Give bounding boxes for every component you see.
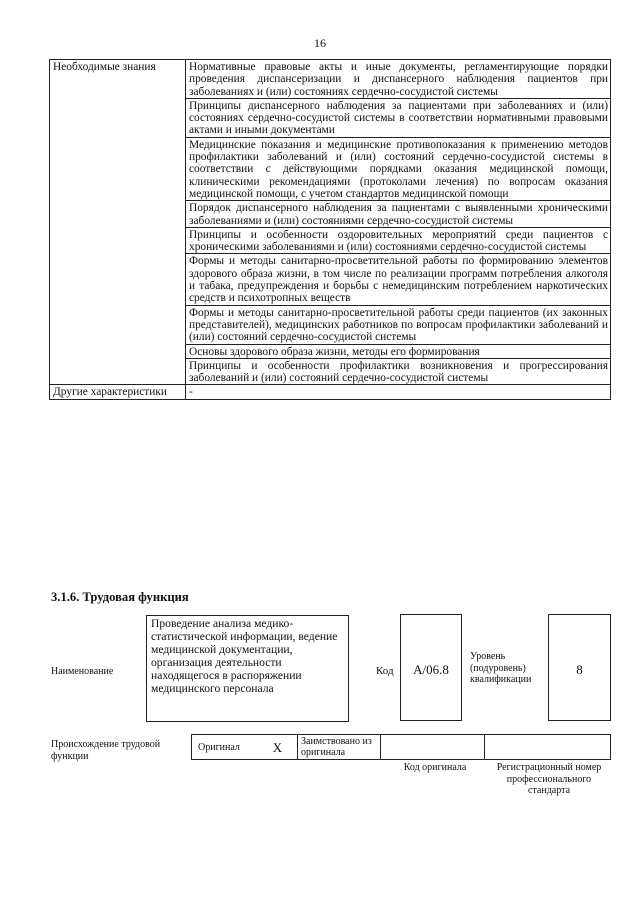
table-row [50,385,611,399]
function-name-box: Проведение анализа медико-статистической информации, ведение медицинской документации, организация деятельности находящегося в распоряжении медицинского персонала [146,615,349,722]
reg-number-label: Регистрационный номер профессионального стандарта [496,762,602,796]
knowledge-item: Принципы и особенности профилактики возникновения и прогрессирования заболеваний и (или) состояний сердечно-сосудистой системы [186,358,611,385]
name-label: Наименование [51,666,114,677]
level-value-box: 8 [548,614,611,721]
origin-row [191,734,611,760]
knowledge-table [49,59,611,400]
knowledge-item: Формы и методы санитарно-просветительной работы среди пациентов (их законных представителей), медицинских работников по вопросам профилактики заболеваний и (или) состояний сердечно-сосудистой системы [186,305,611,344]
label-other-characteristics: Другие характеристики [50,385,186,399]
code-value-box: A/06.8 [400,614,462,721]
borrowed-label: Заимствовано из оригинала [297,735,380,759]
code-label: Код [376,665,394,677]
label-required-knowledge: Необходимые знания [50,60,186,385]
knowledge-item: Нормативные правовые акты и иные документы, регламентирующие порядки проведения диспансеризации и диспансерного наблюдения пациентов при заболеваниях и (или) состояниях сердечно-сосудистой системы [186,60,611,99]
code-original-label: Код оригинала [403,762,467,773]
knowledge-item: Порядок диспансерного наблюдения за пациентами с выявленными хроническими заболеваниями и (или) состояниями сердечно-сосудистой системы [186,201,611,228]
table-row [50,60,611,99]
section-heading: 3.1.6. Трудовая функция [51,590,189,604]
code-original-cell [380,735,484,759]
knowledge-item: Принципы диспансерного наблюдения за пациентами при заболеваниях и (или) состояниях сердечно-сосудистой системы в соответствии нормативными правовыми актами и иными документами [186,98,611,137]
knowledge-item: Основы здорового образа жизни, методы его формирования [186,344,611,358]
knowledge-item: Медицинские показания и медицинские противопоказания к применению методов профилактики заболеваний и (или) состояний сердечно-сосудистой системы в соответствии с действующими порядками оказания медицинской помощи, клиническими рекомендациями (протоколами лечения) по вопросам оказания медицинской помощи, с учетом стандартов медицинской помощи [186,137,611,200]
level-label: Уровень (подуровень) квалификации [470,651,532,685]
knowledge-item: Формы и методы санитарно-просветительной работы по формированию элементов здорового образа жизни, в том числе по реализации программ потребления алкоголя и табака, предупреждения и борьбы с немедицинским потреблением наркотических средств и психотропных веществ [186,254,611,305]
original-label: Оригинал [198,741,240,753]
other-characteristics-value: - [186,385,611,399]
page-number: 16 [314,36,326,50]
original-mark: X [272,739,283,755]
origin-label: Происхождение трудовой функции [51,739,161,762]
knowledge-item: Принципы и особенности оздоровительных мероприятий среди пациентов с хроническими заболеваниями и (или) состояниями сердечно-сосудистой системы [186,227,611,254]
reg-number-cell [484,735,610,759]
